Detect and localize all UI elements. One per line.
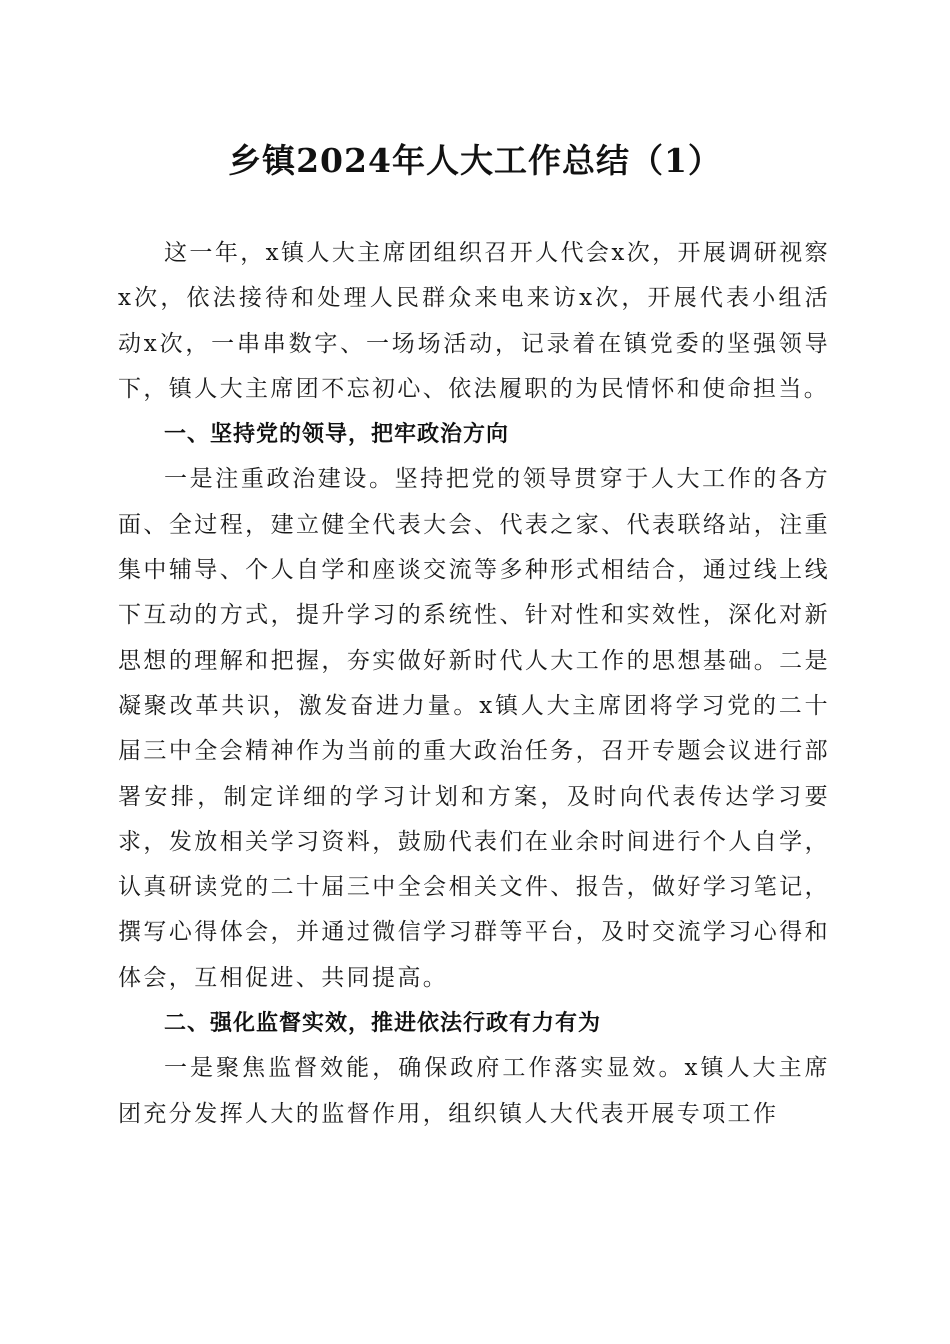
paragraph-supervision: 一是聚焦监督效能，确保政府工作落实显效。x镇人大主席团充分发挥人大的监督作用，组织镇人大代表开展专项工作 — [118, 1055, 830, 1127]
document-title: 乡镇2024年人大工作总结（1） — [228, 141, 722, 180]
section-heading-1: 一、坚持党的领导，把牢政治方向 — [164, 422, 510, 448]
section-heading-2: 二、强化监督实效，推进依法行政有力有为 — [164, 1011, 602, 1037]
paragraph-political-direction: 一是注重政治建设。坚持把党的领导贯穿于人大工作的各方面、全过程，建立健全代表大会、代表之家、代表联络站，注重集中辅导、个人自学和座谈交流等多种形式相结合，通过线上线下互动的方式，提升学习的系统性、针对性和实效性，深化对新思想的理解和把握，夯实做好新时代人大工作的思想基础。二是凝聚改革共识，激发奋进力量。x镇人大主席团将学习党的二十届三中全会精神作为当前的重大政治任务，召开专题会议进行部署安排，制定详细的学习计划和方案，及时向代表传达学习要求，发放相关学习资料，鼓励代表们在业余时间进行个人自学，认真研读党的二十届三中全会相关文件、报告，做好学习笔记，撰写心得体会，并通过微信学习群等平台，及时交流学习心得和体会，互相促进、共同提高。 — [118, 466, 830, 991]
paragraph-intro: 这一年，x镇人大主席团组织召开人代会x次，开展调研视察x次，依法接待和处理人民群众来电来访x次，开展代表小组活动x次，一串串数字、一场场活动，记录着在镇党委的坚强领导下，镇人大主席团不忘初心、依法履职的为民情怀和使命担当。 — [118, 240, 830, 402]
document-body — [118, 231, 830, 1137]
